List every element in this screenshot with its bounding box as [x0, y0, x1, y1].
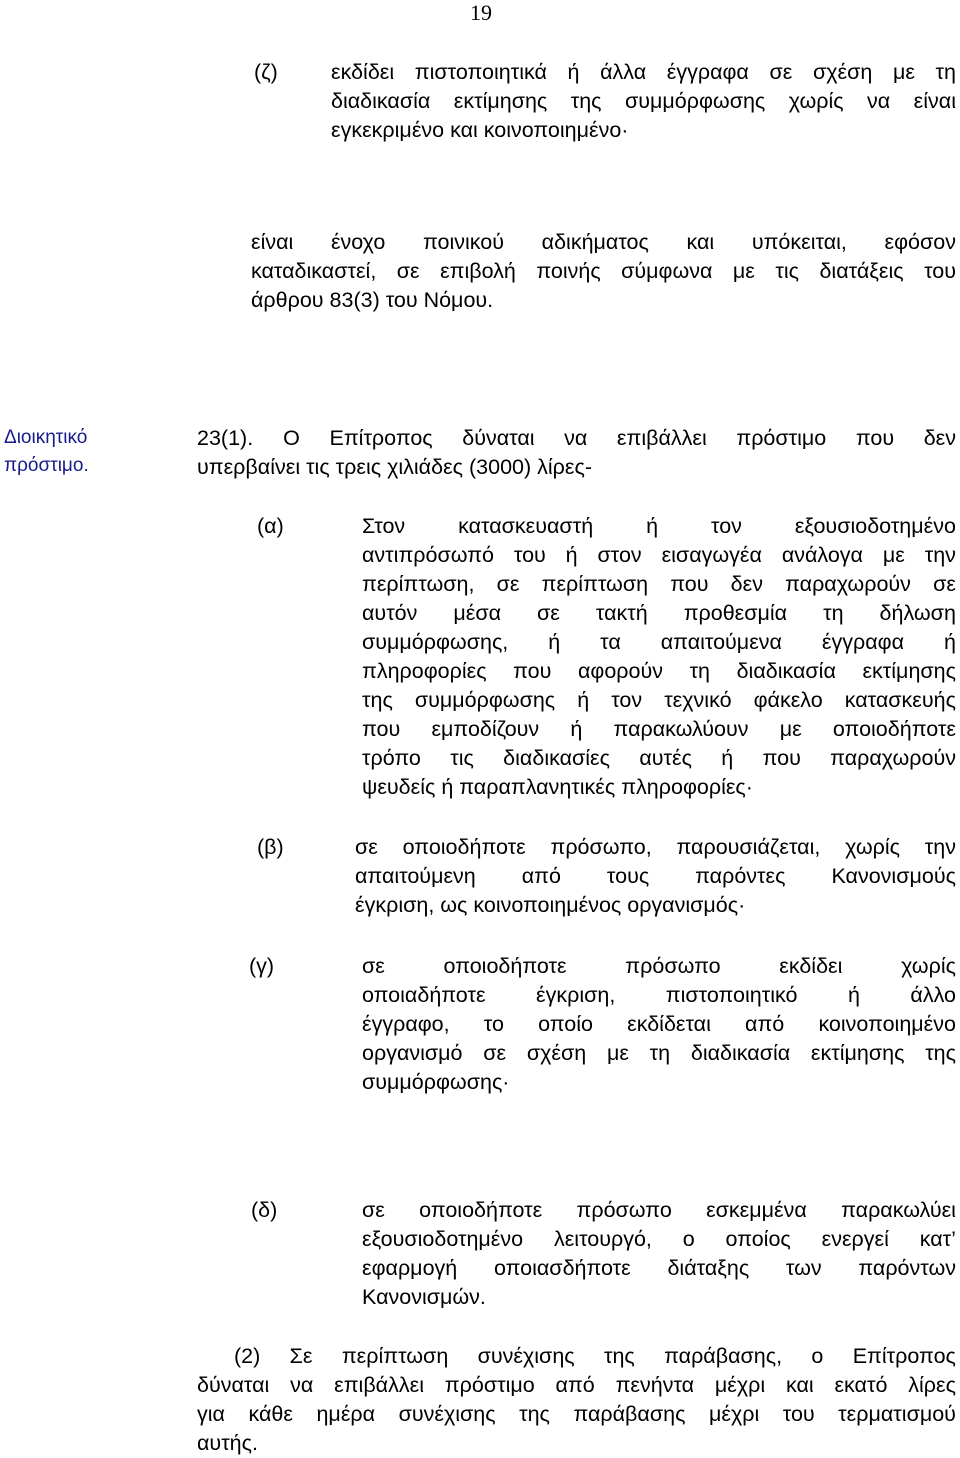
margin-note-line-2: πρόστιμο. — [4, 455, 89, 476]
item-z-text — [331, 58, 956, 145]
penalty-line-2: καταδικαστεί, σε επιβολή ποινής σύμφωνα με τις διατάξεις του — [251, 259, 956, 283]
item-a-line-2: αντιπρόσωπό του ή στον εισαγωγέα ανάλογα με την — [362, 543, 956, 567]
subsection-2 — [197, 1342, 956, 1458]
item-a-line-8: που εμποδίζουν ή παρακωλύουν με οποιοδήποτε — [362, 717, 956, 741]
item-a-line-3: περίπτωση, σε περίπτωση που δεν παραχωρούν σε — [362, 572, 956, 596]
item-z-line-1: εκδίδει πιστοποιητικά ή άλλα έγγραφα σε σχέση με τη — [331, 60, 956, 84]
item-z-line-2: διαδικασία εκτίμησης της συμμόρφωσης χωρίς να είναι — [331, 89, 956, 113]
penalty-line-3: άρθρου 83(3) του Νόμου. — [251, 288, 494, 312]
margin-note-line-1: Διοικητικό — [4, 427, 88, 448]
subsection-2-line-1: (2) Σε περίπτωση συνέχισης της παράβασης, ο Επίτροπος — [234, 1344, 956, 1368]
section-23-line-1-rest: Ο Επίτροπος δύναται να επιβάλλει πρόστιμο που δεν — [283, 426, 956, 450]
item-z-line-3: εγκεκριμένο και κοινοποιημένο· — [331, 118, 629, 142]
item-g-label: (γ) — [249, 954, 275, 978]
item-a-line-9: τρόπο τις διαδικασίες αυτές ή που παραχωρούν — [362, 746, 956, 770]
item-b-line-1: σε οποιοδήποτε πρόσωπο, παρουσιάζεται, χωρίς την — [355, 835, 956, 859]
subsection-2-line-3: για κάθε ημέρα συνέχισης της παράβασης μέχρι του τερματισμού — [197, 1402, 956, 1426]
item-d-line-4: Κανονισμών. — [362, 1285, 486, 1309]
subsection-2-line-4: αυτής. — [197, 1431, 258, 1455]
item-d-label: (δ) — [251, 1198, 278, 1222]
penalty-clause — [251, 228, 956, 315]
item-g-line-1: σε οποιοδήποτε πρόσωπο εκδίδει χωρίς — [362, 954, 956, 978]
item-a-line-5: συμμόρφωσης, ή τα απαιτούμενα έγγραφα ή — [362, 630, 956, 654]
item-b-line-3: έγκριση, ως κοινοποιημένος οργανισμός· — [355, 893, 746, 917]
item-b-label: (β) — [257, 835, 284, 859]
item-d-line-1: σε οποιοδήποτε πρόσωπο εσκεμμένα παρακωλύει — [362, 1198, 956, 1222]
item-z-label: (ζ) — [254, 60, 278, 84]
item-a-label: (α) — [257, 514, 284, 538]
item-a-line-4: αυτόν μέσα σε τακτή προθεσμία τη δήλωση — [362, 601, 956, 625]
margin-note — [4, 424, 89, 480]
section-23-line-1 — [197, 424, 956, 453]
item-b-line-2: απαιτούμενη από τους παρόντες Κανονισμούς — [355, 864, 956, 888]
item-g-line-5: συμμόρφωσης· — [362, 1070, 510, 1094]
item-b-text — [355, 833, 956, 920]
section-number: 23(1). — [197, 426, 254, 450]
subsection-2-line-2: δύναται να επιβάλλει πρόστιμο από πενήντα μέχρι και εκατό λίρες — [197, 1373, 956, 1397]
item-a-line-1: Στον κατασκευαστή ή τον εξουσιοδοτημένο — [362, 514, 956, 538]
section-23-line-2: υπερβαίνει τις τρεις χιλιάδες (3000) λίρες- — [197, 455, 592, 479]
item-d-text — [362, 1196, 956, 1312]
item-g-text — [362, 952, 956, 1097]
item-a-text — [362, 512, 956, 802]
item-a-line-7: της συμμόρφωσης ή τον τεχνικό φάκελο κατασκευής — [362, 688, 956, 712]
penalty-line-1: είναι ένοχο ποινικού αδικήματος και υπόκειται, εφόσον — [251, 230, 956, 254]
item-d-line-3: εφαρμογή οποιασδήποτε διάταξης των παρόντων — [362, 1256, 956, 1280]
item-d-line-2: εξουσιοδοτημένο λειτουργό, ο οποίος ενεργεί κατ’ — [362, 1227, 956, 1251]
section-23 — [197, 424, 956, 482]
item-g-line-2: οποιαδήποτε έγκριση, πιστοποιητικό ή άλλο — [362, 983, 956, 1007]
item-a-line-10: ψευδείς ή παραπλανητικές πληροφορίες· — [362, 775, 753, 799]
page-number: 19 — [470, 0, 492, 25]
item-g-line-3: έγγραφο, το οποίο εκδίδεται από κοινοποιημένο — [362, 1012, 956, 1036]
item-g-line-4: οργανισμό σε σχέση με τη διαδικασία εκτίμησης της — [362, 1041, 956, 1065]
item-a-line-6: πληροφορίες που αφορούν τη διαδικασία εκτίμησης — [362, 659, 956, 683]
